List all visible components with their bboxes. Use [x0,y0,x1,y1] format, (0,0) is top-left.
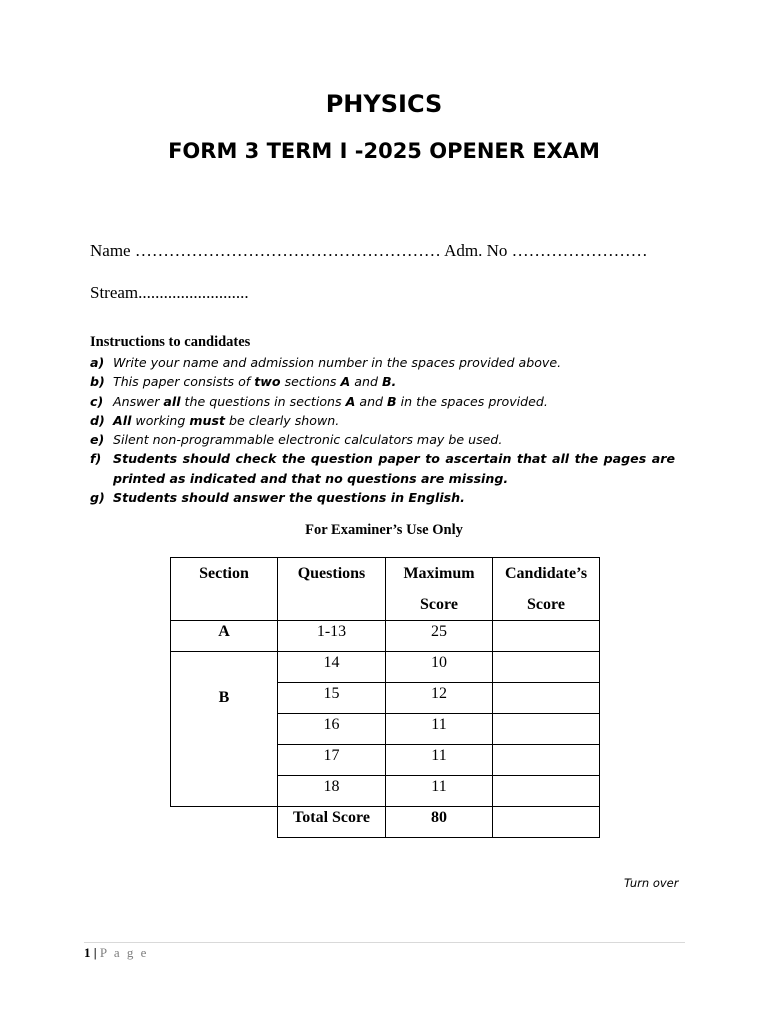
page-footer [84,945,148,961]
section-a-label: A [171,621,278,652]
instruction-letter: g) [90,490,105,506]
table-total-row [171,807,600,838]
exam-title: FORM 3 TERM I -2025 OPENER EXAM [168,139,600,163]
candidate-score-cell[interactable] [493,745,600,776]
instruction-letter: d) [90,412,105,428]
instruction-item [90,392,675,411]
instruction-letter: c) [90,393,104,409]
question-cell: 16 [278,714,386,745]
question-cell: 17 [278,745,386,776]
total-max: 80 [386,807,493,838]
instruction-text: Students should answer the questions in English. [113,490,465,506]
candidate-score-cell[interactable] [493,776,600,807]
examiner-use-title: For Examiner’s Use Only [305,522,463,538]
instruction-letter: a) [90,355,105,370]
instruction-text: Answer all the questions in sections A and B in the spaces provided. [113,393,548,409]
header-maximum-score: Maximum Score [386,558,493,621]
instruction-item [90,372,675,391]
total-candidate-score[interactable] [493,807,600,838]
question-cell: 14 [278,652,386,683]
page-label: P a g e [99,945,149,960]
section-a-candidate-score[interactable] [493,621,600,652]
instruction-text: Write your name and admission number in the spaces provided above. [113,355,562,370]
instruction-item [90,353,675,372]
instruction-text: Silent non-programmable electronic calculators may be used. [113,432,503,448]
instruction-item [90,449,675,488]
score-table [170,557,600,838]
candidate-score-cell[interactable] [493,714,600,745]
instruction-text: This paper consists of two sections A and B. [113,374,397,390]
candidate-score-cell[interactable] [493,683,600,714]
header-questions: Questions [278,558,386,621]
instruction-item [90,411,675,430]
instruction-item [90,430,675,449]
question-cell: 15 [278,683,386,714]
section-a-max: 25 [386,621,493,652]
max-cell: 11 [386,745,493,776]
candidate-score-cell[interactable] [493,652,600,683]
instruction-letter: f) [90,451,102,467]
question-cell: 18 [278,776,386,807]
stream-line: Stream.......................... [90,283,249,302]
turn-over-note: Turn over [624,876,679,890]
instructions-list [90,353,675,507]
header-candidate-score: Candidate’s Score [493,558,600,621]
instruction-item [90,488,675,507]
instruction-letter: b) [90,374,105,390]
section-a-questions: 1-13 [278,621,386,652]
total-score-label: Total Score [278,807,386,838]
max-cell: 11 [386,776,493,807]
instruction-letter: e) [90,432,105,448]
empty-cell [171,807,278,838]
instruction-text: Students should check the question paper to ascertain that all the pages are printed as indicated and that no questions are missing. [113,451,675,486]
subject-title: PHYSICS [325,90,443,118]
max-cell: 12 [386,683,493,714]
page-number: 1 [84,945,91,960]
footer-separator: | [90,945,100,960]
name-admission-line: Name ……………………………………………… Adm. No …………………… [90,241,648,260]
table-header-row [171,558,600,621]
max-cell: 10 [386,652,493,683]
max-cell: 11 [386,714,493,745]
footer-divider [84,942,685,943]
table-row [171,652,600,683]
header-section: Section [171,558,278,621]
section-b-label: B [171,652,278,807]
table-row [171,621,600,652]
instruction-text: All working must be clearly shown. [113,412,340,428]
instructions-heading: Instructions to candidates [90,334,251,350]
